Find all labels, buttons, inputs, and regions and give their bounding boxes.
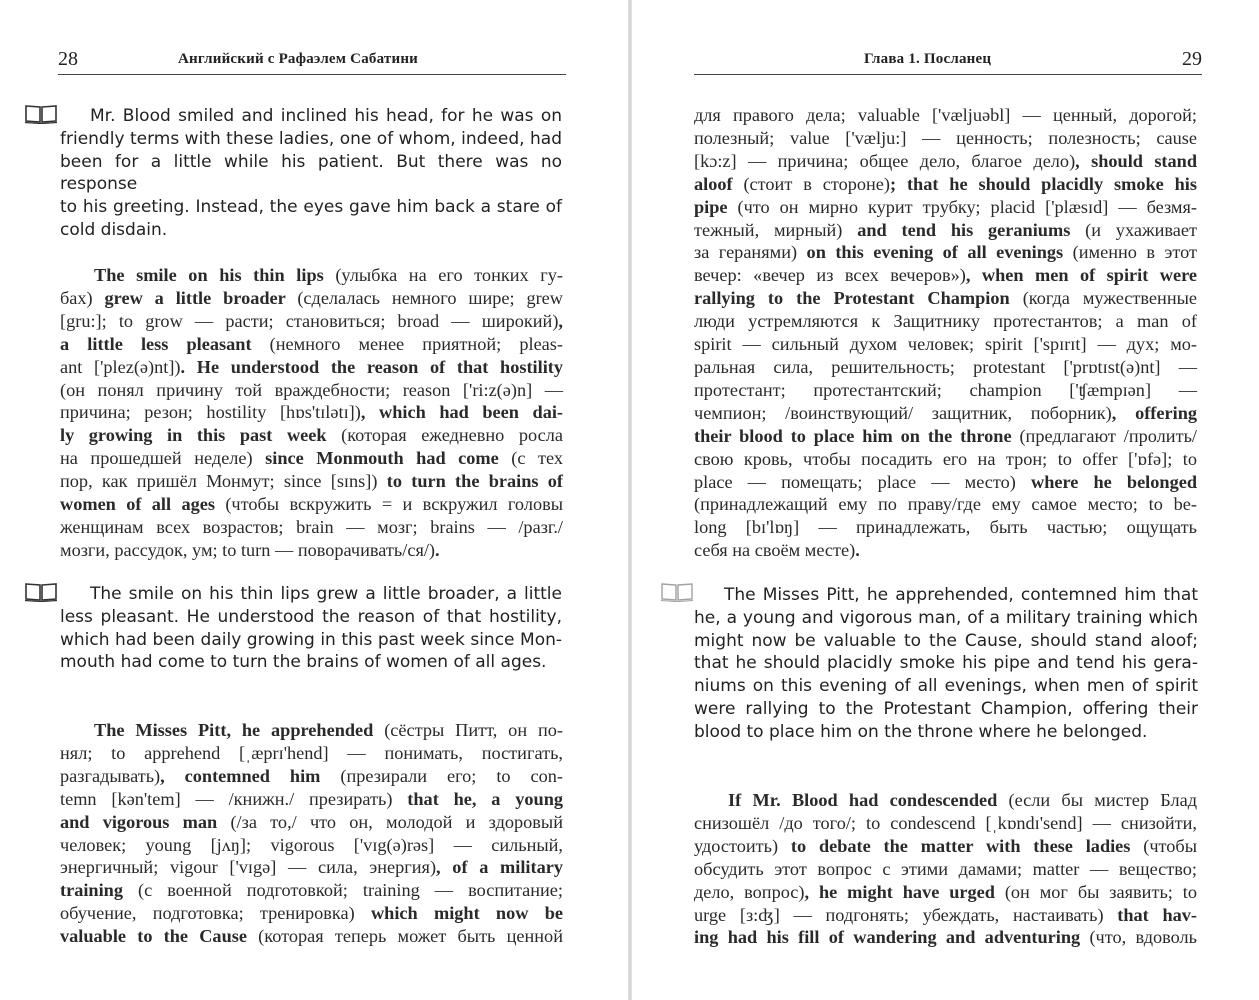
text-line: Mr. Blood smiled and inclined his head, for he was on [90, 106, 562, 126]
text-line: обсудить этот вопрос с этими дамами; matter — вещество; [694, 858, 1197, 879]
text-line: ant ['plez(ə)nt]). He understood the reason of that hostility [60, 356, 564, 377]
book-icon [660, 582, 694, 602]
text-line: протестант; протестантский; champion ['ʧæmpɪən] — [694, 379, 1197, 400]
text-line: place — помещать; place — место) where he belonged [694, 471, 1197, 492]
text-line: ing had his fill of wandering and adventuring (что, вдоволь [694, 927, 1197, 948]
text-line: The smile on his thin lips (улыбка на его тонких гу- [94, 265, 563, 285]
text-line: (принадлежащий ему по праву/где ему самое место; to be- [694, 494, 1197, 515]
text-line: blood to place him on the throne where he belonged. [694, 721, 1148, 742]
right-page [630, 0, 1259, 1000]
gloss-paragraph-2 [60, 719, 563, 948]
text-line: their blood to place him on the throne (предлагают /пролить/ [694, 425, 1197, 446]
text-line: ly growing in this past week (которая ежедневно росла [60, 425, 563, 446]
text-line: been for a little while his patient. But there was no response [60, 151, 562, 195]
text-line: valuable to the Cause (которая теперь может быть ценной [60, 926, 563, 947]
english-paragraph-3 [694, 584, 1198, 744]
text-line: тежный, мирный) and tend his geraniums (и ухаживает [694, 219, 1197, 240]
text-line: training (с военной подготовкой; training — воспитание; [60, 880, 563, 901]
text-line: энергичный; vigour ['vɪgə] — сила, энергия), of a military [60, 857, 563, 878]
text-line: обучение, подготовка; тренировка) which might now be [60, 903, 563, 924]
text-line: [gru:]; to grow — расти; становиться; broad — широкий), [60, 310, 563, 331]
left-page-header [58, 40, 566, 75]
text-line: удостоить) to debate the matter with these ladies (чтобы [694, 835, 1197, 856]
text-line: женщинам всех возрастов; brain — мозг; brains — /разг./ [60, 516, 563, 537]
text-line: свою кровь, чтобы посадить его на трон; to offer ['ɒfə]; to [694, 448, 1197, 469]
running-title: Глава 1. Посланец [864, 51, 992, 67]
text-line: (он понял причину той враждебности; reason ['ri:z(ə)n] — [60, 379, 563, 400]
text-line: за геранями) on this evening of all evenings (именно в этот [694, 242, 1197, 263]
book-icon [24, 104, 58, 124]
text-line: нял; to apprehend [ˌæprɪ'hend] — понимать, постигать, [60, 742, 563, 763]
text-line: niums on this evening of all evenings, when men of spirit [694, 676, 1198, 697]
right-page-header [694, 40, 1202, 75]
page-number: 29 [1182, 48, 1202, 70]
gloss-paragraph-3 [694, 789, 1197, 949]
text-line: women of all ages (чтобы вскружить = и вскружил головы [60, 494, 563, 515]
text-line: [kɔ:z] — причина; общее дело, благое дело), should stand [694, 150, 1197, 171]
text-line: чемпион; /воинствующий/ защитник, поборник), offering [694, 402, 1198, 423]
text-line: which had been daily growing in this past week since Mon- [60, 629, 562, 650]
text-line: себя на своём месте). [694, 540, 860, 561]
text-line: человек; young [jʌŋ]; vigorous ['vɪg(ə)rəs] — сильный, [60, 834, 563, 855]
page-number: 28 [58, 48, 78, 70]
text-line: дело, вопрос), he might have urged (он мог бы заявить; to [694, 881, 1197, 902]
text-line: urge [з:ʤ] — подгонять; убеждать, настаивать) that hav- [694, 904, 1197, 925]
text-line: temn [kən'tem] — /книжн./ презирать) that he, a young [60, 788, 563, 809]
text-line: spirit — сильный духом человек; spirit ['spɪrɪt] — дух; мо- [694, 334, 1197, 355]
text-line: he, a young and vigorous man, of a military training which [694, 607, 1198, 628]
english-paragraph-2 [60, 583, 562, 674]
english-paragraph-1 [60, 105, 562, 242]
running-title: Английский с Рафаэлем Сабатини [178, 51, 419, 67]
text-line: снизошёл /до того/; to condescend [ˌkɒndɪ'send] — снизойти, [694, 812, 1197, 833]
text-line: cold disdain. [60, 219, 168, 240]
text-line: разгадывать), contemned him (презирали его; to con- [60, 765, 563, 786]
gloss-paragraph-continued [694, 104, 1197, 562]
text-line: might now be valuable to the Cause, should stand aloof; [694, 630, 1198, 651]
text-line: бах) grew a little broader (сделалась немного шире; grew [60, 287, 563, 308]
text-line: вечер: «вечер из всех вечеров»), when men of spirit were [694, 265, 1197, 286]
text-line: rallying to the Protestant Champion (когда мужественные [694, 288, 1197, 309]
text-line: пор, как пришёл Монмут; since [sɪns]) to turn the brains of [60, 471, 564, 492]
text-line: причина; резон; hostility [hɒs'tɪlətɪ]), which had been dai- [60, 402, 563, 423]
text-line: less pleasant. He understood the reason of that hostility, [60, 606, 562, 627]
text-line: The smile on his thin lips grew a little broader, a little [90, 584, 562, 604]
gloss-paragraph-1 [60, 264, 563, 562]
text-line: a little less pleasant (немного менее приятной; pleas- [60, 333, 563, 354]
text-line: If Mr. Blood had condescended (если бы мистер Блад [728, 790, 1197, 810]
text-line: на прошедшей неделе) since Monmouth had come (с тех [60, 448, 563, 469]
text-line: pipe (что он мирно курит трубку; placid ['plæsɪd] — безмя- [694, 196, 1197, 217]
text-line: полезный; value ['vælju:] — ценность; полезность; cause [694, 127, 1197, 148]
book-icon [24, 582, 58, 602]
text-line: friendly terms with these ladies, one of whom, indeed, had [60, 128, 562, 149]
text-line: The Misses Pitt, he apprehended, contemned him that [724, 585, 1198, 605]
text-line: для правого дела; valuable ['væljuəbl] — ценный, дорогой; [694, 105, 1197, 125]
text-line: люди устремляются к Защитнику протестантов; a man of [694, 311, 1197, 332]
text-line: and vigorous man (/за то,/ что он, молодой и здоровый [60, 811, 563, 832]
text-line: aloof (стоит в стороне); that he should placidly smoke his [694, 173, 1197, 194]
text-line: that he should placidly smoke his pipe and tend his gera- [694, 653, 1198, 674]
text-line: ральная сила, решительность; protestant ['prɒtɪst(ə)nt] — [694, 356, 1197, 377]
text-line: were rallying to the Protestant Champion, offering their [694, 698, 1198, 719]
text-line: long [bɪ'lɒŋ] — принадлежать, быть частью; ощущать [694, 517, 1197, 538]
text-line: to his greeting. Instead, the eyes gave him back a stare of [60, 197, 562, 218]
text-line: mouth had come to turn the brains of women of all ages. [60, 652, 547, 673]
text-line: мозги, рассудок, ум; to turn — поворачивать/ся/). [60, 539, 440, 560]
text-line: The Misses Pitt, he apprehended (сёстры Питт, он по- [94, 720, 563, 740]
